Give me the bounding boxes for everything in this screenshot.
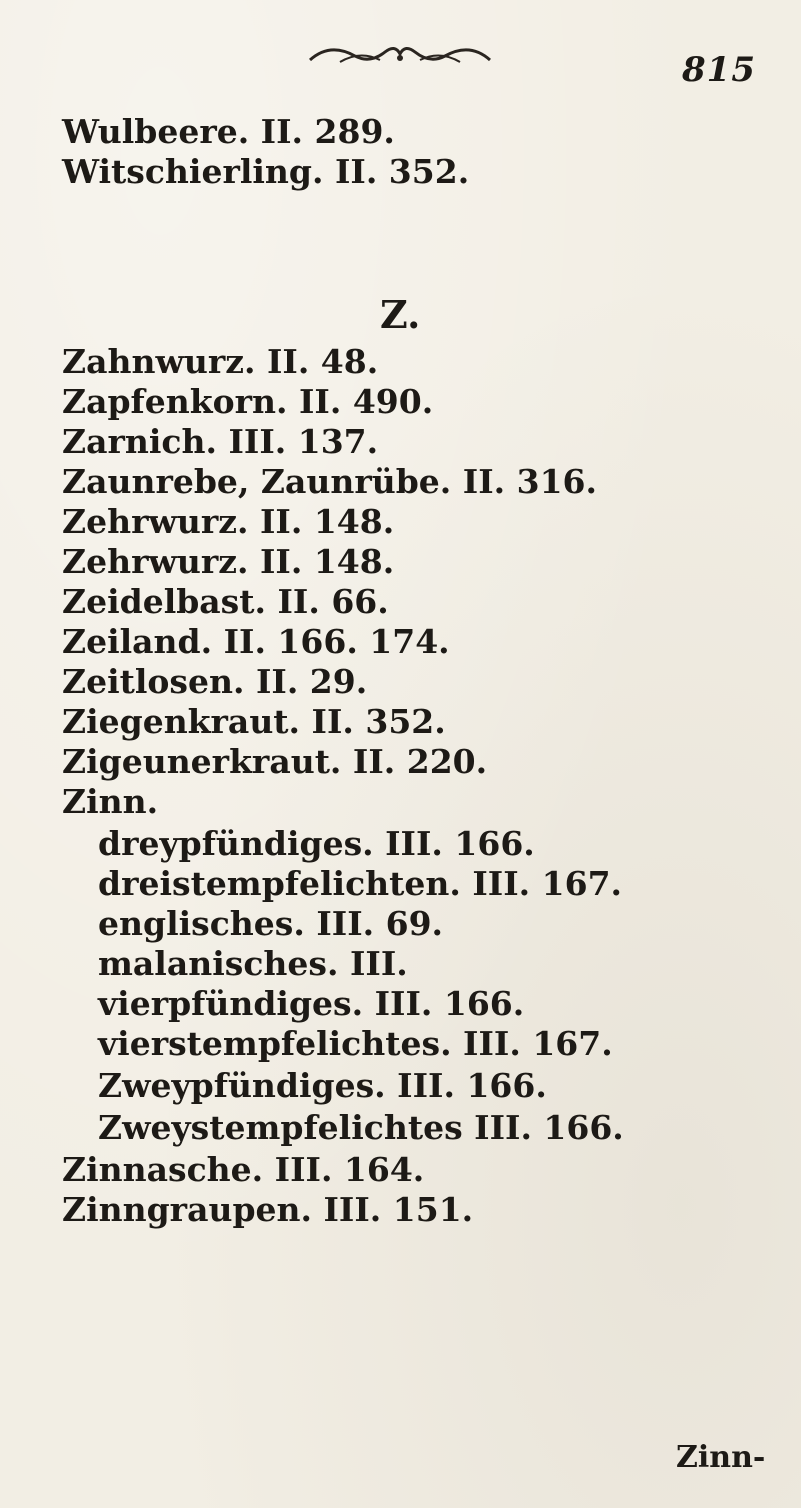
page-number: 815 <box>682 50 756 90</box>
index-entry: Zigeunerkraut. II. 220. <box>62 742 488 781</box>
index-entry: Zarnich. III. 137. <box>62 422 379 461</box>
index-sub-entry: Zweypfündiges. III. 166. <box>98 1066 547 1105</box>
index-entry: Ziegenkraut. II. 352. <box>62 702 446 741</box>
ornament-divider <box>300 40 500 70</box>
index-entry: Wulbeere. II. 289. <box>62 112 395 151</box>
index-entry: Zaunrebe, Zaunrübe. II. 316. <box>62 462 597 501</box>
index-sub-entry: dreypfündiges. III. 166. <box>98 824 535 863</box>
index-entry: Zeiland. II. 166. 174. <box>62 622 450 661</box>
index-sub-entry: vierpfündiges. III. 166. <box>98 984 525 1023</box>
index-entry: Zeidelbast. II. 66. <box>62 582 389 621</box>
index-sub-entry: malanisches. III. <box>98 944 408 983</box>
index-entry: Zeitlosen. II. 29. <box>62 662 368 701</box>
index-entry: Zehrwurz. II. 148. <box>62 542 395 581</box>
catchword: Zinn- <box>676 1440 766 1475</box>
index-sub-entry: vierstempfelichtes. III. 167. <box>98 1024 613 1063</box>
section-letter: Z. <box>380 292 421 337</box>
index-entry: Zinnasche. III. 164. <box>62 1150 425 1189</box>
index-entry: Zapfenkorn. II. 490. <box>62 382 434 421</box>
index-entry: Zinn. <box>62 782 159 821</box>
index-sub-entry: dreistempfelichten. III. 167. <box>98 864 623 903</box>
index-entry: Zehrwurz. II. 148. <box>62 502 395 541</box>
index-entry: Zahnwurz. II. 48. <box>62 342 379 381</box>
index-entry: Witschierling. II. 352. <box>62 152 470 191</box>
index-entry: Zinngraupen. III. 151. <box>62 1190 474 1229</box>
index-sub-entry: englisches. III. 69. <box>98 904 444 943</box>
index-sub-entry: Zweystempfelichtes III. 166. <box>98 1108 624 1147</box>
